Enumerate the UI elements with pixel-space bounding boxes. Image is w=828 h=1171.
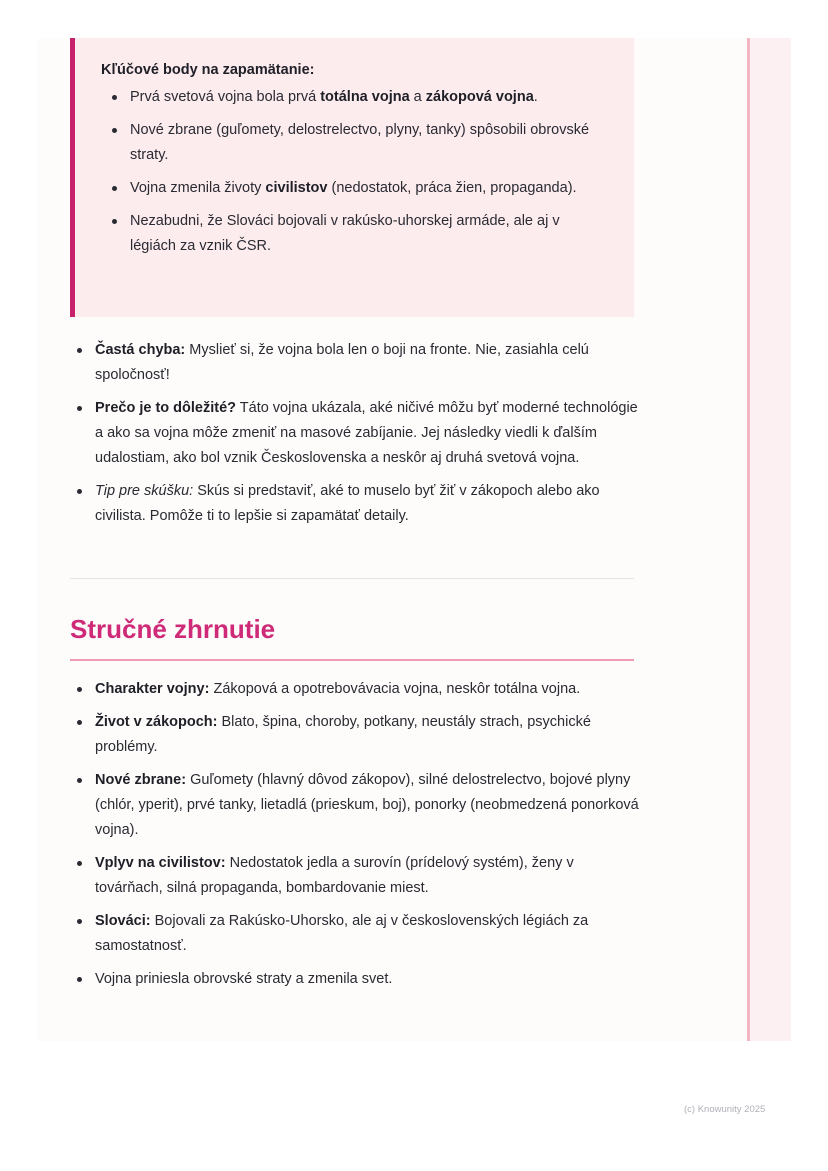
list-item [130, 176, 600, 201]
item-text: Bojovali za Rakúsko-Uhorsko, ale aj v československých légiách za samostatnosť. [95, 913, 589, 954]
item-text: Zákopová a opotrebovávacia vojna, neskôr totálna vojna. [209, 681, 581, 697]
item-label: Charakter vojny: [95, 681, 210, 697]
item-label: Vplyv na civilistov: [95, 855, 226, 871]
list-item-common-mistake [95, 338, 640, 388]
item-bold: zákopová vojna [425, 89, 534, 105]
item-text: . [533, 89, 538, 105]
item-text: Skús si predstaviť, aké to muselo byť žiť v zákopoch alebo ako civilista. Pomôže ti to lepšie si zapamätať detaily. [95, 483, 600, 524]
list-item [95, 677, 640, 702]
item-text: Guľomety (hlavný dôvod zákopov), silné delostrelectvo, bojové plyny (chlór, yperit), prvé tanky, lietadlá (prieskum, boj), ponorky (neobmedzená ponorková vojna). [95, 772, 639, 838]
list-item [95, 851, 640, 901]
item-bold: totálna vojna [320, 89, 410, 105]
item-text: a [409, 89, 426, 105]
copyright-footer: (c) Knowunity 2025 [684, 1104, 766, 1115]
item-bold: civilistov [265, 180, 328, 196]
callout-list [130, 85, 600, 267]
key-points-callout [70, 38, 634, 317]
callout-title: Kľúčové body na zapamätanie: [101, 62, 315, 78]
list-item-exam-tip [95, 479, 640, 529]
list-item [95, 710, 640, 760]
summary-list [95, 677, 640, 1000]
notes-list [95, 338, 640, 537]
item-text: Prvá svetová vojna bola prvá [130, 89, 321, 105]
item-text: Nové zbrane (guľomety, delostrelectvo, plyny, tanky) spôsobili obrovské straty. [130, 122, 590, 163]
list-item [130, 85, 600, 110]
item-text: Nezabudni, že Slováci bojovali v rakúsko-uhorskej armáde, ale aj v légiách za vznik ČSR. [130, 213, 560, 254]
item-label: Prečo je to dôležité? [95, 400, 236, 416]
list-item [95, 967, 640, 992]
list-item-why-important [95, 396, 640, 471]
side-margin-line [747, 38, 750, 1041]
item-text: Vojna zmenila životy [130, 180, 266, 196]
item-label: Tip pre skúšku: [95, 483, 194, 499]
item-text: Myslieť si, že vojna bola len o boji na fronte. Nie, zasiahla celú spoločnosť! [95, 342, 589, 383]
section-divider [70, 578, 634, 579]
item-label: Život v zákopoch: [95, 714, 218, 730]
list-item [95, 768, 640, 843]
list-item [130, 118, 600, 168]
item-text: Vojna priniesla obrovské straty a zmenila svet. [95, 971, 393, 987]
item-label: Častá chyba: [95, 342, 186, 358]
item-text: (nedostatok, práca žien, propaganda). [327, 180, 577, 196]
item-label: Slováci: [95, 913, 151, 929]
item-text: Táto vojna ukázala, aké ničivé môžu byť moderné technológie a ako sa vojna môže zmeniť na masové zabíjanie. Jej následky viedli k ďalším udalostiam, ako bol vznik Československa a neskôr aj druhá svetová vojna. [95, 400, 638, 466]
list-item [95, 909, 640, 959]
item-text: Nedostatok jedla a surovín (prídelový systém), ženy v továrňach, silná propaganda, bombardovanie miest. [95, 855, 574, 896]
heading-underline [70, 659, 634, 661]
list-item [130, 209, 600, 259]
item-label: Nové zbrane: [95, 772, 187, 788]
side-margin-strip [747, 38, 791, 1041]
summary-heading: Stručné zhrnutie [70, 614, 276, 644]
item-text: Blato, špina, choroby, potkany, neustály strach, psychické problémy. [95, 714, 591, 755]
